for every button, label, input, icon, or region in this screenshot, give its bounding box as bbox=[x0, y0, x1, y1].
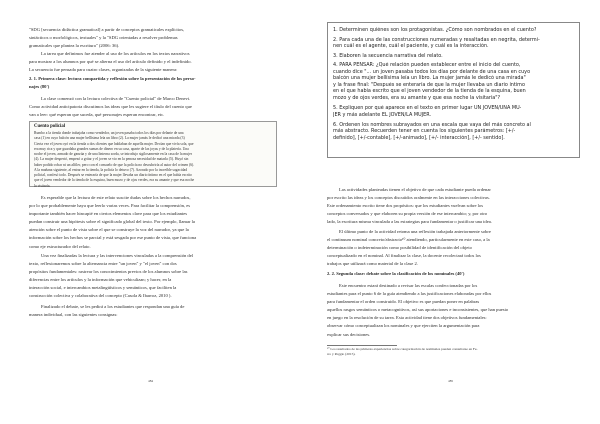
text-line: conceptos conversados y que elaboren su propia versión de ese intercambio; y, por otro bbox=[327, 211, 488, 217]
worksheet-item: mozo y de ojos verdes, era su amante y que esa noche la visitaría"? bbox=[333, 95, 501, 101]
text-line: información sobre los hechos se parcial y está sesgada por ese punto de vista, que funciona bbox=[29, 235, 197, 241]
text-line: Las actividades planteadas tienen el objetivo de que cada estudiante pueda ordenar bbox=[339, 187, 491, 192]
worksheet-item: 5. Expliquen por qué aparece en el texto en primer lugar UN JOVEN/UNA MU- bbox=[333, 105, 522, 111]
paragraph-comprehension bbox=[29, 194, 277, 251]
text-line: lado, la escritura misma vinculada a las estrategias para fundamentar o justificar una idea. bbox=[327, 219, 492, 225]
worksheet-item: nen cuál es el agente, cuál el paciente, y cuál es la interacción. bbox=[333, 43, 489, 50]
story-line: (4). La mujer despertó, empezó a gritar y el joven se vio en la penosa necesidad de matarla (5). Huyó sin bbox=[34, 157, 189, 162]
story-line: A la mañana siguiente, al entrar en la tienda, la policía lo detuvo (7). Azorado por la increíble sagacidad bbox=[34, 167, 188, 172]
story-line: Cierta vez el joven oyó en la tienda a dos clientes que hablaban de aquella mujer. Decían que vivía sola, que bbox=[34, 141, 194, 146]
text-line: texto, reflexionaremos sobre la alternancia entre "un joven" y "el joven" con dos bbox=[29, 261, 177, 267]
text-line: Es esperable que la lectura de este relato suscite dudas sobre los hechos narrados, bbox=[41, 195, 191, 200]
text-line: conceptualizado en el nominal. Al finalizar la clase, la docente recolectará todos los bbox=[327, 253, 481, 259]
section-heading-first-class bbox=[29, 75, 277, 91]
text-line: por lo que probablemente haya que leerlo varias veces. Para facilitar la comprensión, es bbox=[29, 203, 191, 209]
text-line: explicar sus decisiones. bbox=[327, 331, 371, 337]
text-line: Este ordenamiento escrito tiene dos propósitos: que los estudiantes vuelvan sobre los bbox=[327, 203, 484, 209]
right-page bbox=[300, 0, 600, 424]
text-line: aquellos rasgos semánticos o metacognitivos, así sus aportaciones e inconsistentes, que han puesto bbox=[327, 307, 509, 313]
footnote-line: rro y Peggio (2015). bbox=[327, 352, 356, 356]
story-line: haber podido robar ni un alfiler, pero con el consuelo de que la policía no descubriría al autor del crimen (6). bbox=[34, 162, 195, 167]
text-line: el continuum nominal concreto/abstracto¹⁰ atendiendo, particularmente en este caso, a la bbox=[327, 237, 490, 243]
worksheet-item: 4. PARA PENSAR: ¿Qué relación pueden establecer entre el inicio del cuento, bbox=[333, 62, 521, 68]
worksheet-item: 2. Para cada una de las construcciones numeradas y resaltadas en negrita, determi- bbox=[333, 36, 540, 43]
text-line: manera individual, con las siguientes consignas: bbox=[29, 312, 118, 318]
text-line: atención sobre el punto de vista sobre el que se construye la voz del narrador, ya que la bbox=[29, 227, 189, 233]
text-line: estudiantes para el punto 6 de la guía atendiendo a las justificaciones elaboradas por ellos bbox=[327, 291, 492, 297]
text-line: en juego en la resolución de su tarea. Esta actividad tiene dos objetivos fundamentales: bbox=[327, 315, 487, 321]
paragraph-guide bbox=[29, 303, 277, 319]
heading-line: 2. 1. Primera clase: lectura compartida y reflexión sobre la presentación de los perso- bbox=[29, 76, 196, 81]
worksheet-item: cuando dice "... un joven pasaba todos los días por delante de una casa en cuyo bbox=[333, 68, 531, 75]
text-line: trabajos que utilizará como material de la clase 2. bbox=[327, 261, 418, 267]
story-line: que el joven vendedor de la tienda de la esquina, buen mozo y de ojos verdes, era su amante y que esa noche bbox=[34, 178, 195, 183]
text-line: Como actividad anticipatoria discutimos las ideas que les sugiere el título del cuento que bbox=[29, 104, 192, 110]
paragraph-sdg-quote bbox=[29, 26, 277, 50]
footnote-line: ¹⁰ Los resultados de las primeras experiencias sobre categorización de nominales pueden consultarse en Fe- bbox=[327, 347, 478, 351]
text-line: El último punto de la actividad retoma una reflexión trabajada anteriormente sobre bbox=[339, 229, 491, 234]
story-line: Rumbo a la tienda donde trabajaba como vendedor, un joven pasaba todos los días por delante de una bbox=[34, 131, 184, 135]
text-line: Finalizado el debate, se les pedirá a los estudiantes que respondan una guía de bbox=[41, 304, 185, 309]
paragraph-continuum bbox=[327, 228, 580, 268]
paragraph-second-class bbox=[327, 282, 580, 339]
text-line: sintácticos o morfológicos, textuales" y la "SDG orientadas a resolver problemas bbox=[29, 35, 178, 41]
paragraph-task bbox=[29, 50, 277, 74]
story-line: era muy rica y que guardaba grandes sumas de dinero en su casa, aparte de las joyas y de la platería. Una bbox=[34, 146, 189, 151]
paragraph-activities bbox=[327, 186, 580, 226]
text-line: importante también hacer hincapié en ciertos elementos clave para que los estudiantes bbox=[29, 211, 188, 217]
worksheet-item: 3. Elaboren la secuencia narrativa del relato. bbox=[333, 52, 443, 59]
text-line: determinación o indeterminación como posibilidad de identificación del objeto bbox=[327, 245, 472, 251]
text-line: Este encuentro estará destinado a revisar las escalas confeccionadas por los bbox=[339, 283, 478, 288]
worksheet-item: más abstracto. Recuerden tener en cuenta los siguientes parámetros: [+/- bbox=[333, 128, 516, 135]
worksheet-item: 6. Ordenen los nombres subrayados en una escala que vaya del más concreto al bbox=[333, 121, 531, 128]
text-line: por escrito las ideas y los conceptos discutidos oralmente en las interacciones colectivas. bbox=[327, 195, 490, 201]
text-line: propósitos fundamentales: rastrear los conocimientos previos de los alumnos sobre las bbox=[29, 269, 188, 275]
paragraph-reflection bbox=[29, 252, 277, 301]
story-title: Cuento policial bbox=[34, 124, 66, 129]
worksheet-item: 1. Determinen quiénes son los protagonistas. ¿Cómo son nombrados en el cuento? bbox=[333, 27, 537, 33]
text-line: para mostrar a los alumnos por qué se alterna el uso del artículo definido y el indefinido. bbox=[29, 59, 192, 65]
text-line: observar cómo conceptualizan los nominales y que ejerciten la argumentación para bbox=[327, 323, 480, 329]
worksheet-item: definido], [+/-contable], [+/-animado], [+/- interacción], [+/- sentido]. bbox=[333, 134, 505, 141]
text-line: La secuencia fue pensada para cuatro clases, organizadas de la siguiente manera: bbox=[29, 67, 178, 73]
text-line: La clase comenzó con la lectura colectiva de "Cuento policial" de Marco Denevi. bbox=[41, 96, 191, 101]
worksheet-item: y la frase final: "Después se enteraría de que la mujer llevaba un diario íntimo bbox=[333, 81, 525, 88]
story-line: la visitaría. bbox=[34, 183, 51, 188]
text-line: gramaticales que plantea la escritura" (2006: 36). bbox=[29, 43, 120, 49]
footnote bbox=[327, 347, 580, 357]
heading-line: najes (80') bbox=[29, 84, 50, 90]
story-line: policial, confesó todo. Después se enteraría de que la mujer llevaba un diario íntimo en el que había escrito bbox=[34, 173, 192, 177]
text-line: diferencias entre los artículos y la información que vehiculizan; y hacer, en la bbox=[29, 277, 172, 283]
worksheet-item: JER y más adelante EL JOVEN/LA MUJER. bbox=[333, 111, 432, 118]
paragraph-reading bbox=[29, 95, 277, 119]
text-line: puedan construir una hipótesis sobre el significado global del texto. Por ejemplo, llamar la bbox=[29, 219, 195, 225]
text-line: van a leer: qué esperan que suceda, qué personajes esperan encontrar, etc. bbox=[29, 112, 165, 118]
worksheet-box bbox=[327, 22, 580, 158]
story-line: casa (1) en cuyo balcón una mujer bellísima leía un libro (2). La mujer jamás le dedicó una mirada (3) bbox=[34, 136, 185, 141]
text-line: interacción social, e intercambios metalingüísticos y semánticos, que faciliten la bbox=[29, 285, 177, 291]
text-line: para fundamentar el orden construido. El objetivo es que puedan poner en palabras bbox=[327, 299, 480, 305]
page-number: 484 bbox=[148, 379, 154, 383]
page-number: 485 bbox=[448, 379, 454, 383]
text-line: La tarea que definimos fue atender al uso de los artículos en los textos narrativos bbox=[41, 51, 190, 56]
worksheet-item: balcón una mujer bellísima leía un libro. La mujer jamás le dedicó una mirada" bbox=[333, 75, 526, 82]
story-line: noche el joven, armado de ganzúa y de una linterna sorda, se introdujo sigilosamente en la casa de la mujer bbox=[34, 152, 192, 156]
text-line: Una vez finalizadas la lectura y las intervenciones vinculadas a la comprensión del bbox=[41, 253, 194, 258]
text-line: "SDG [secuencia didáctica gramatical] a partir de conceptos gramaticales explícitos, bbox=[29, 27, 185, 32]
story-excerpt-box bbox=[29, 121, 277, 187]
text-line: construcción colectiva y colaborativa del concepto (Casola & Ibarroz, 2010 ). bbox=[29, 293, 172, 299]
worksheet-item: en el que había escrito que el joven vendedor de la tienda de la esquina, buen bbox=[333, 88, 526, 95]
text-line: como eje estructurador del relato. bbox=[29, 243, 91, 249]
section-heading-second-class: 2. 2. Segunda clase: debate sobre la clasificación de los nominales (40') bbox=[327, 271, 465, 276]
footnote-rule bbox=[327, 345, 397, 346]
